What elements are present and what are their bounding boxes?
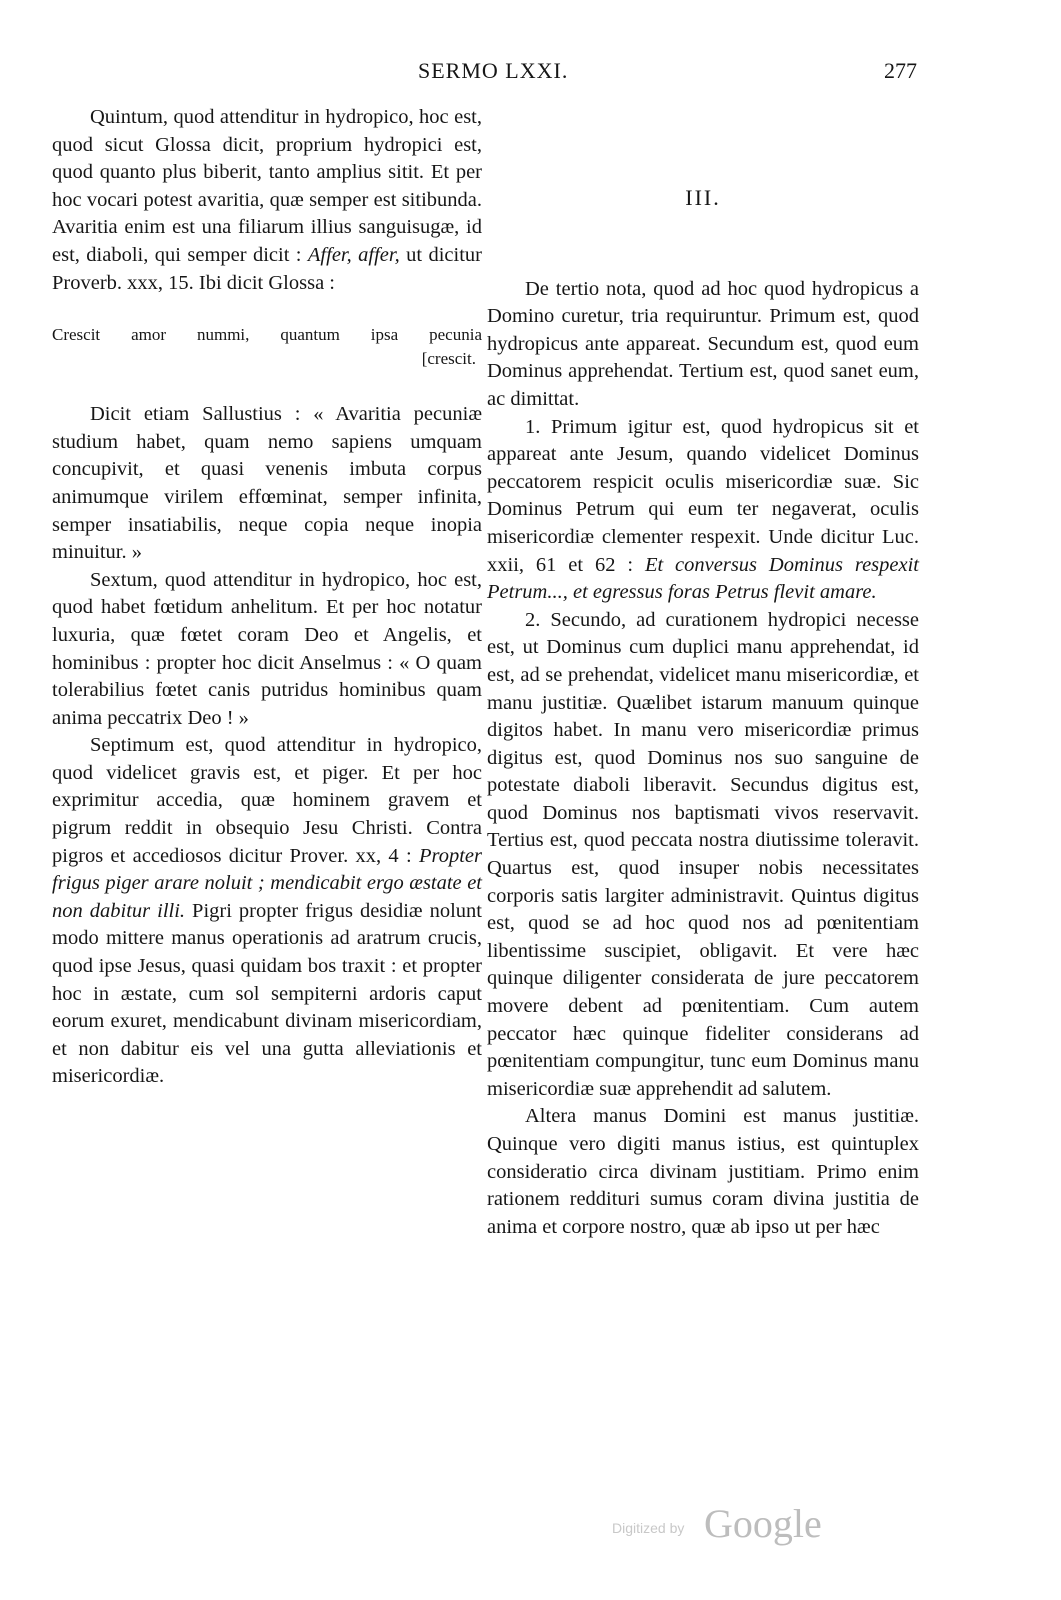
left-column <box>52 104 482 1091</box>
paragraph-primum: 1. Primum igitur est, quod hydropicus sit et appareat ante Jesum, quando videlicet Dominus peccatorem respicit oculis misericordiæ suæ. Sic Dominus Petrum qui eum ter negaverat, oculis misericordiæ clementer respexit. Unde dicitur Luc. xxii, 61 et 62 : Et conversus Dominus respexit Petrum..., et egressus foras Petrus flevit amare. <box>487 415 919 604</box>
paragraph-de-tertio: De tertio nota, quod ad hoc quod hydropicus a Domino curetur, tria requiruntur. Primum est, quod hydropicus ante appareat. Secundum est, quod eum Dominus apprehendat. Tertium est, quod sanet eum, ac dimittat. <box>487 277 919 410</box>
right-column <box>487 104 919 1241</box>
italic-quote-affer: Affer, affer, <box>307 243 400 266</box>
paragraph-quintum: Quintum, quod attenditur in hydropico, hoc est, quod sicut Glossa dicit, proprium hydropici est, quod quanto plus biberit, tanto amplius sitit. Et per hoc vocari potest avaritia, quæ semper est sitibunda. Avaritia enim est una filiarum illius sanguisugæ, id est, diaboli, qui semper dicit : Affer, affer, ut dicitur Proverb. xxx, 15. Ibi dicit Glossa : <box>52 106 482 294</box>
paragraph-septimum: Septimum est, quod attenditur in hydropico, quod videlicet gravis est, et piger. Et per hoc exprimitur accedia, quæ hominem gravem et pigrum reddit in obsequio Jesu Christi. Contra pigros et accediosos dicitur Prover. xx, 4 : Propter frigus piger arare noluit ; mendicabit ergo æstate et non dabitur illi. Pigri propter frigus desidiæ nolunt modo mittere manus operationis ad aratrum crucis, quod ipse Jesus, quasi quidam bos traxit : et propter hoc in æstate, cum sol sempiterni ardoris caput eorum exuret, mendicabunt divinam misericordiam, et non dabitur eis vel una gutta alleviationis et misericordiæ. <box>52 734 482 1088</box>
watermark-prefix: Digitized by <box>612 1520 685 1536</box>
page-number: 277 <box>884 58 917 83</box>
google-logo: Google <box>704 1501 822 1546</box>
section-heading: III. <box>685 185 721 210</box>
paragraph-secundo: 2. Secundo, ad curationem hydropici necesse est, ut Dominus cum duplici manu apprehendat, id est, ad se prehendat, videlicet manu misericordiæ, et manu justitiæ. Quælibet istarum manuum quinque digitos habet. In manu vero misericordiæ primus digitus est, quod Dominus nos suo sanguine de potestate diaboli liberavit. Secundus digitus est, quod Dominus nos baptismati vivos reservavit. Tertius est, quod peccata nostra diutissime toleravit. Quartus est, quod insuper nobis necessitates corporis satis largiter administravit. Quintus digitus est, quod se ad hoc quod nos ad pœnitentiam libentissime suscipiet, obligavit. Et vere hæc quinque diligenter considerata de jure peccatorem movere debent ad pœnitentiam. Cum autem peccator hæc quinque fideliter considerans ad pœnitentiam compungitur, tunc eum Dominus manu misericordiæ suæ apprehendit ad salutem. <box>487 608 919 1100</box>
paragraph-altera: Altera manus Domini est manus justitiæ. Quinque vero digiti manus istius, est quintuplex consideratio circa divinam justitiam. Primo enim rationem reddituri sumus coram divina justitia de anima et corpore nostro, quæ ab ipso ut per hæc <box>487 1105 919 1238</box>
italic-quote-luke: Et conversus Dominus respexit Petrum..., et egressus foras Petrus flevit amare. <box>487 553 919 604</box>
verse-line: Crescit amor nummi, quantum ipsa pecunia <box>52 325 482 345</box>
italic-quote-proverbs: Propter frigus piger arare noluit ; mendicabit ergo æstate et non dabitur illi. <box>52 844 482 922</box>
paragraph-sallustius: Dicit etiam Sallustius : « Avaritia pecuniæ studium habet, quam nemo sapiens umquam concupivit, et quasi venenis imbuta corpus animumque virilem effœminat, semper infinita, semper insatiabilis, neque copia neque inopia minuitur. » <box>52 403 482 564</box>
paragraph-sextum: Sextum, quod attenditur in hydropico, hoc est, quod habet fœtidum anhelitum. Et per hoc notatur luxuria, quæ fœtet coram Deo et Angelis, et hominibus : propter hoc dicit Anselmus : « O quam tolerabilius fœtet canis putridus hominibus quam anima peccatrix Deo ! » <box>52 568 482 729</box>
verse-continuation: [crescit. <box>421 349 476 369</box>
verse-quotation <box>52 323 482 371</box>
page-header <box>0 58 1061 98</box>
digitized-watermark <box>612 1500 842 1550</box>
running-title: SERMO LXXI. <box>418 58 569 83</box>
